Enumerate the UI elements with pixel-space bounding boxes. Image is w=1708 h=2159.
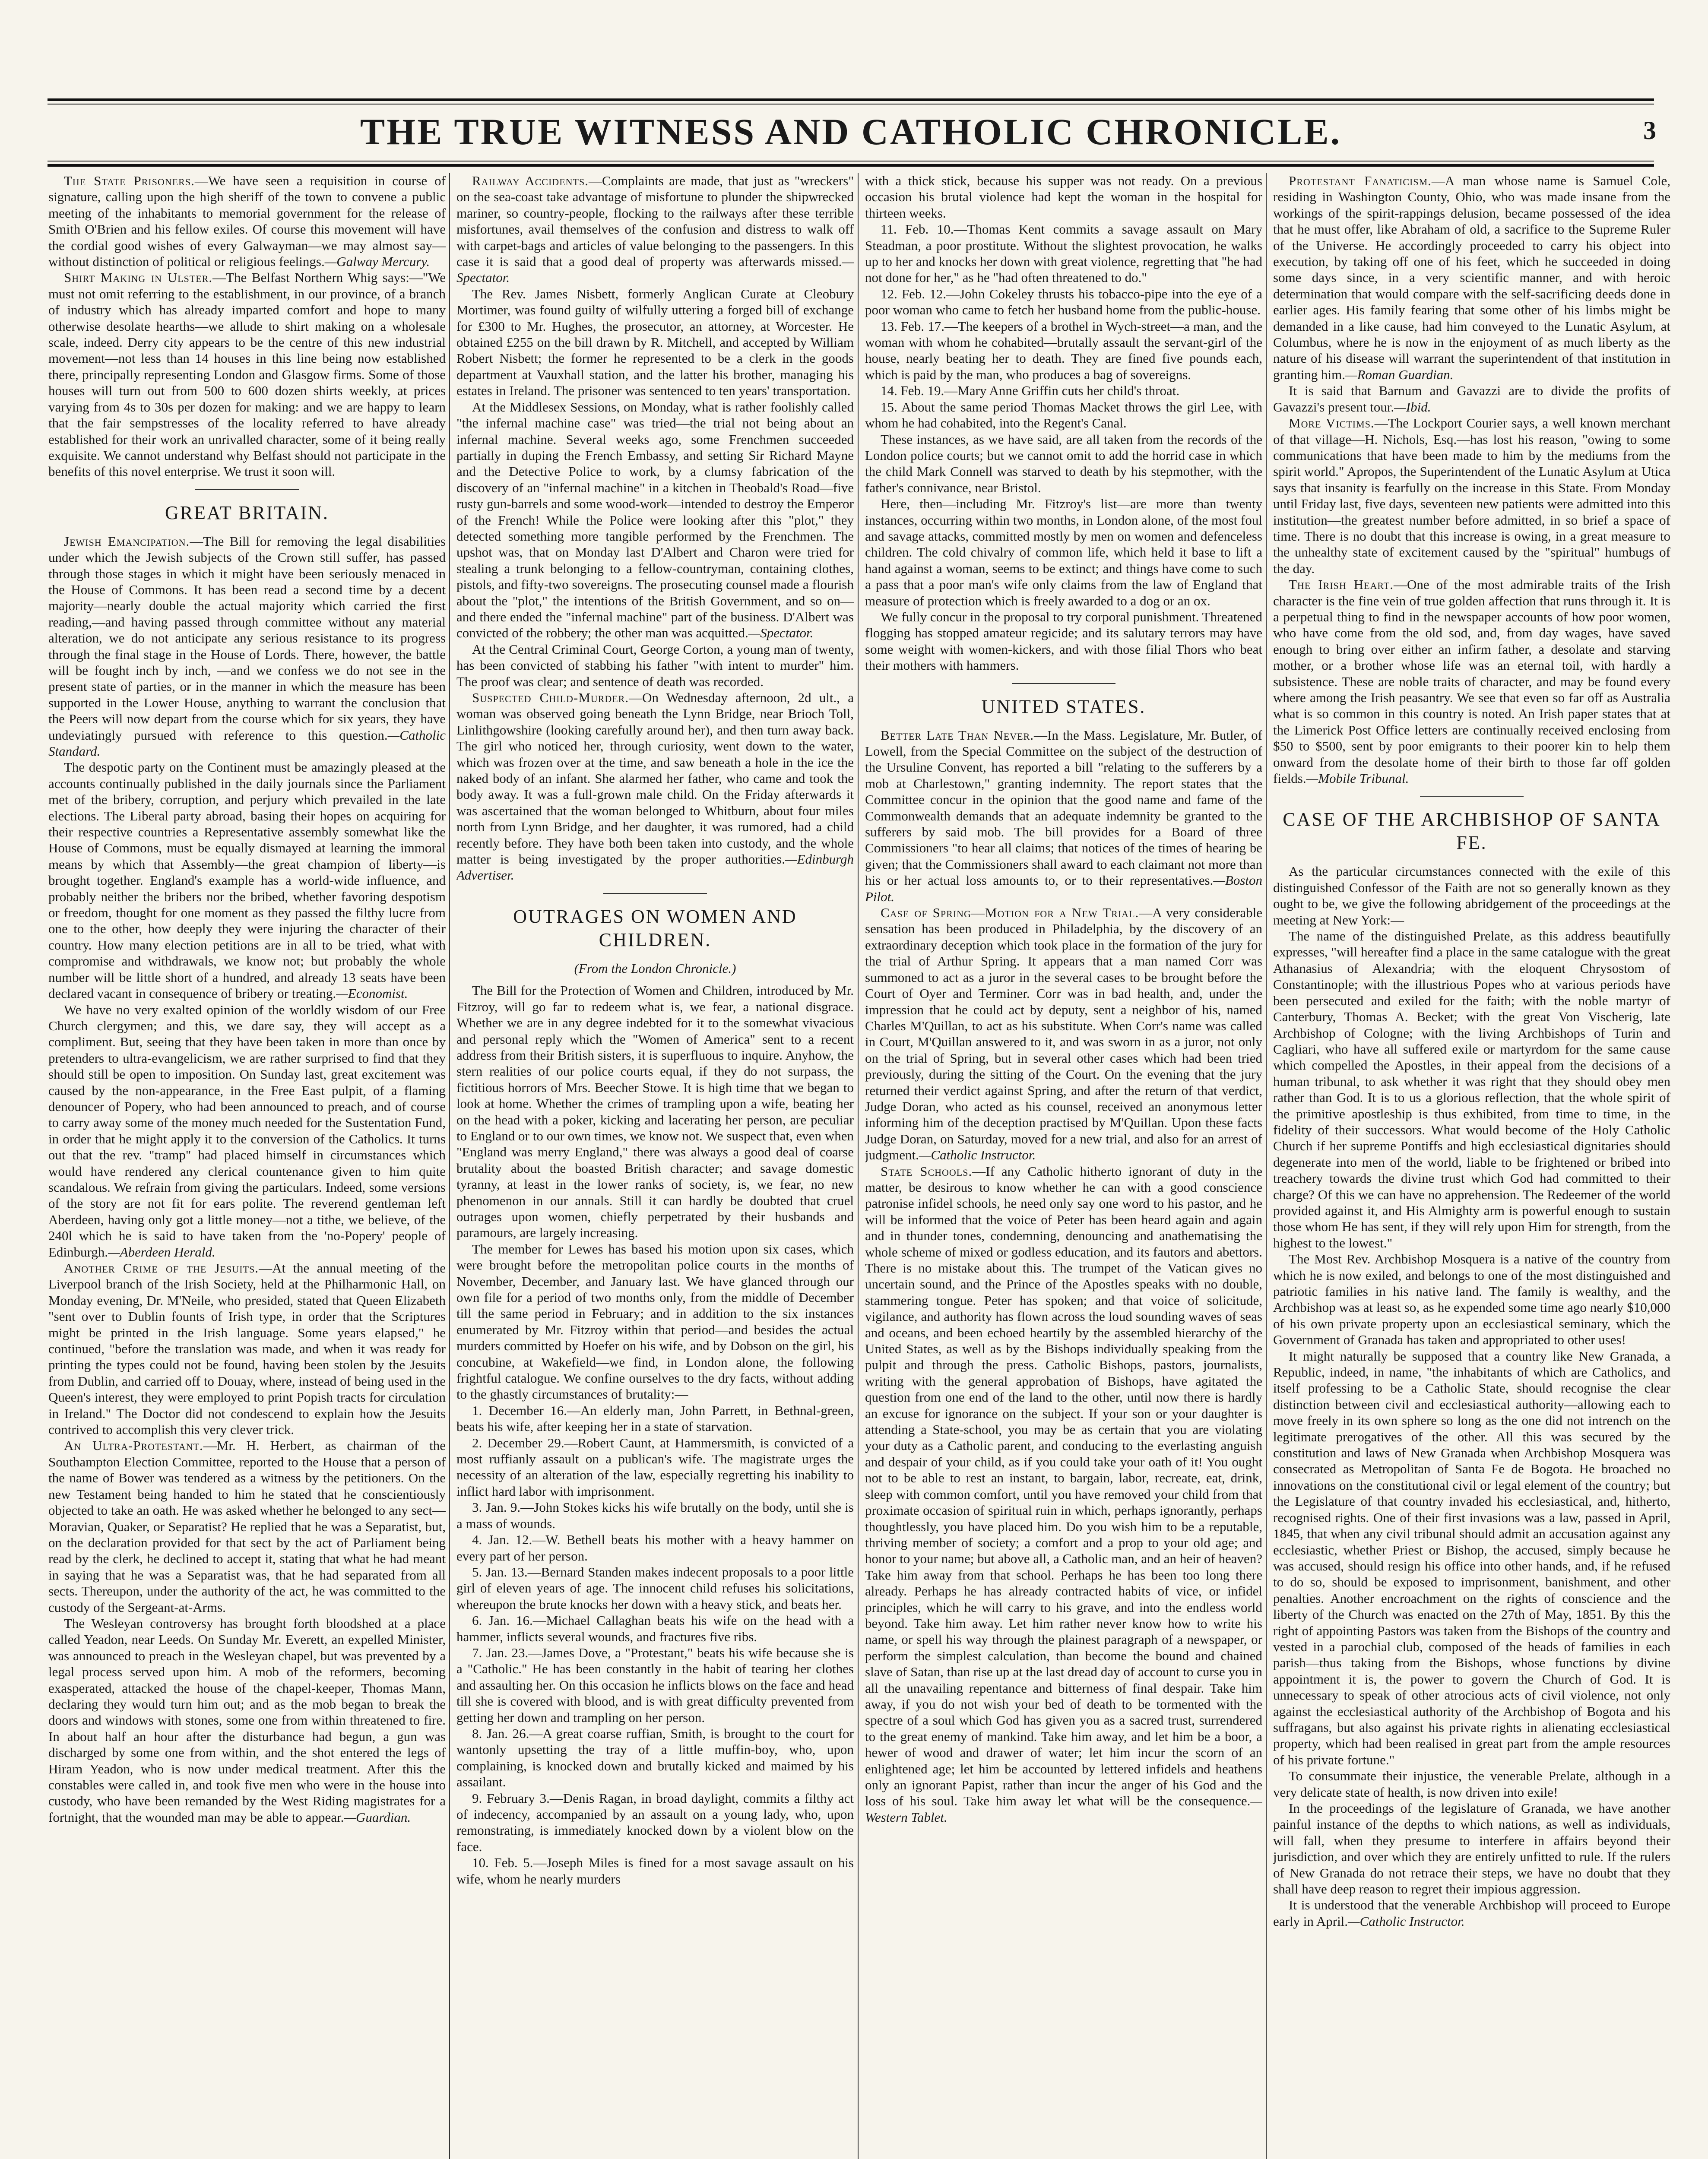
newspaper-title: THE TRUE WITNESS AND CATHOLIC CHRONICLE. bbox=[360, 111, 1342, 152]
paragraph: To consummate their injustice, the venerable Prelate, although in a very delicate state of health, is now driven into exile! bbox=[1273, 1768, 1670, 1800]
paragraph: As the particular circumstances connected with the exile of this distinguished Confessor of the Faith are not so generally known as they ought to be, we give the following abridgement of the proceedings at the meeting at New York:— bbox=[1273, 864, 1670, 928]
list-item: 14. Feb. 19.—Mary Anne Griffin cuts her child's throat. bbox=[881, 383, 1180, 399]
article-protestant-fanaticism: Protestant Fanaticism.—A man whose name is Samuel Cole, residing in Washington County, Ohio, who was made insane from the workings of the spirit-rappings delusion, became possessed of the idea that he must offer, like Abraham of old, a sacrifice to the Supreme Ruler of the Universe. He accordingly proceeded to carry his object into execution, by taking off one of his feet, which he succeeded in doing some days since, in a very scientific manner, and with heroic determination that would compare with the self-sacrificing deeds done in earlier ages. His family fearing that some other of his limbs might be demanded in a like cause, had him conveyed to the Lunatic Asylum, at Columbus, where he is now in the enjoyment of as much liberty as the nature of his disease will warrant the superintendent of that institution in granting him.—Roman Guardian. bbox=[1273, 173, 1670, 382]
article-ultra-protestant: An Ultra-Protestant.—Mr. H. Herbert, as chairman of the Southampton Election Committee, reported to the House that a person of the name of Bower was tendered as a witness by the petitioners. On the new Testament being handed to him he stated that he conscientiously objected to take an oath. He was asked whether he belonged to any sect—Moravian, Quaker, or Separatist? He replied that he was a Separatist, but, on the declaration provided for that sect by the act of Parliament being read by the clerk, he declined to accept it, stating that what he had meant in saying that he was a Separatist was, that he had separated from all sects. Thereupon, under the authority of the act, he was committed to the custody of the Sergeant-at-Arms. bbox=[48, 1438, 446, 1615]
list-item: 2. December 29.—Robert Caunt, at Hammersmith, is convicted of a most ruffianly assault on a publican's wife. The magistrate urges the necessity of an alteration of the law, especially regretting his inability to inflict hard labor with imprisonment. bbox=[456, 1435, 854, 1499]
article-jewish-emancipation: Jewish Emancipation.—The Bill for removing the legal disabilities under which the Jewish subjects of the Crown still suffer, has passed through those stages in which it might have been seriously menaced in the House of Commons. It has been read a second time by a decent majority—nearly double the actual majority which carried the first reading,—and having passed through committee without any material alteration, we do not anticipate any serious resistance to its progress through the final stage in the House of Lords. There, however, the battle will be fought inch by inch, —and we confess we do not see in the present state of parties, or in the manner in which the measure has been supported in the Lower House, anything to warrant the conclusion that the Peers will now depart from the course which for six years, they have undeviatingly pursued with reference to this question.—Catholic Standard. bbox=[48, 533, 446, 759]
article-case-of-spring: Case of Spring—Motion for a New Trial.—A very considerable sensation has been produced in Philadelphia, by the discovery of an extraordinary deception which took place in the formation of the jury for the trial of Arthur Spring. It appears that a man named Corr was summoned to act as a juror in the several cases to be brought before the Court of Oyer and Terminer. Corr was in bad health, and, under the impression that he could act by deputy, sent a neighbor of his, named Charles M'Quillan, to act as his substitute. When Corr's name was called in Court, M'Quillan answered to it, and was sworn in as a juror, not only on the trial of Spring, but in several other cases which had been tried previously, during the sitting of the Court. On the evening that the jury returned their verdict against Spring, and after the return of that verdict, Judge Doran, who acted as his counsel, received an anonymous letter informing him of the deception practised by M'Quillan. Upon these facts Judge Doran, on Saturday, moved for a new trial, and also for an arrest of judgment.—Catholic Instructor. bbox=[865, 905, 1262, 1163]
paragraph: These instances, as we have said, are all taken from the records of the London police courts; but we cannot omit to add the horrid case in which the child Mark Connell was starved to death by his stepmother, with the father's connivance, near Bristol. bbox=[865, 431, 1262, 495]
list-item: 6. Jan. 16.—Michael Callaghan beats his wife on the head with a hammer, inflicts several wounds, and fractures five ribs. bbox=[456, 1613, 854, 1644]
list-item: 5. Jan. 13.—Bernard Standen makes indecent proposals to a poor little girl of eleven years of age. The innocent child refuses his solicitations, whereupon the brute knocks her down with a heavy stick, and beats her. bbox=[456, 1564, 854, 1612]
article-railway-accidents: Railway Accidents.—Complaints are made, that just as "wreckers" on the sea-coast take advantage of misfortune to plunder the shipwrecked mariner, so country-people, flocking to the railways after these terrible misfortunes, avail themselves of the confusion and distress to walk off with carpet-bags and articles of value belonging to the passengers. In this case it is said that a good deal of property was afterwards missed.—Spectator. bbox=[456, 173, 854, 285]
paragraph: The name of the distinguished Prelate, as this address beautifully expresses, "will hereafter find a place in the same catalogue with the great Athanasius of Alexandria; with the eloquent Chrysostom of Constantinople; with the illustrious Popes who at various periods have been persecuted and exiled for the faith; with the noble martyr of Canterbury, Thomas A. Becket; with the great Von Vischerig, late Archbishop of Cologne; with the living Archbishops of Turin and Cagliari, who have all suffered exile or martyrdom for the same cause which compelled the Apostles, in their appeal from the decisions of a human tribunal, to ask whether it was right that they should obey men rather than God. It is to us a glorious reflection, that the whole spirit of the primitive apostleship is thus exhibited, from time to time, in the fidelity of their successors. What would become of the Holy Catholic Church if her supreme Pontiffs and high ecclesiastical dignitaries should degenerate into men of the world, liable to be frightened or bribed into treachery towards the divine trust which God had committed to their charge? Of this we can have no apprehension. The Redeemer of the world provided against it, and His Almighty arm is powerful enough to sustain those whom He has sent, if they will rely upon Him for strength, from the highest to the lowest." bbox=[1273, 928, 1670, 1250]
article-state-prisoners: The State Prisoners.—We have seen a requisition in course of signature, calling upon the high sheriff of the town to convene a public meeting of the inhabitants to memorial government for the release of Smith O'Brien and his fellow exiles. Of course this movement will have the cordial good wishes of every Galwayman—we may almost say—without distinction of political or religious feelings.—Galway Mercury. bbox=[48, 173, 446, 269]
section-heading-archbishop-santa-fe: CASE OF THE ARCHBISHOP OF SANTA FE. bbox=[1283, 809, 1661, 854]
column-divider bbox=[449, 173, 450, 2159]
list-item: 10. Feb. 5.—Joseph Miles is fined for a most savage assault on his wife, whom he nearly murders bbox=[456, 1855, 854, 1887]
list-item: 15. About the same period Thomas Macket throws the girl Lee, with whom he had cohabited, into the Regent's Canal. bbox=[865, 399, 1262, 431]
column-2 bbox=[456, 173, 854, 2159]
paragraph: We fully concur in the proposal to try corporal punishment. Threatened flogging has stopped amateur regicide; and its salutary terrors may have some weight with women-kickers, and with those filial Thors who beat their mothers with hammers. bbox=[865, 609, 1262, 673]
section-rule bbox=[1012, 683, 1115, 684]
list-item: 13. Feb. 17.—The keepers of a brothel in Wych-street—a man, and the woman with whom he cohabited—brutally assault the servant-girl of the house, nearly beating her to death. They are fined five pounds each, which is paid by the man, who produces a bag of sovereigns. bbox=[865, 318, 1262, 382]
section-source-line: (From the London Chronicle.) bbox=[574, 960, 736, 976]
list-item: 1. December 16.—An elderly man, John Parrett, in Bethnal-green, beats his wife, after keeping her in a state of starvation. bbox=[456, 1402, 854, 1434]
page-number: 3 bbox=[1643, 116, 1656, 145]
article-irish-heart: The Irish Heart.—One of the most admirable traits of the Irish character is the fine vein of true golden affection that runs through it. It is a perpetual thing to find in the newspaper accounts of how poor women, who have come from the old sod, and, from day wages, have saved enough to bring over either an infirm father, a desolate and starving mother, or a brother whose life was an eternal toil, with hardly a subsistence. These are noble traits of character, and may be found every where among the Irish peasantry. We see that even so far off as Australia what is so common in this country is noted. An Irish paper states that at the Limerick Post Office letters are continually received enclosing from $50 to $500, sent by poor emigrants to their poorer kin to help them onward from the desolate home of their birth to those far off golden fields.—Mobile Tribunal. bbox=[1273, 577, 1670, 786]
section-heading-great-britain: GREAT BRITAIN. bbox=[165, 502, 329, 523]
list-item: 3. Jan. 9.—John Stokes kicks his wife brutally on the body, until she is a mass of wounds. bbox=[456, 1500, 854, 1531]
paragraph: with a thick stick, because his supper was not ready. On a previous occasion his brutal violence had kept the woman in the hospital for thirteen weeks. bbox=[865, 173, 1262, 221]
article-crime-of-jesuits: Another Crime of the Jesuits.—At the annual meeting of the Liverpool branch of the Irish Society, held at the Philharmonic Hall, on Monday evening, Dr. M'Neile, who presided, stated that Queen Elizabeth "sent over to Dublin founts of Irish type, in order that the Scriptures might be printed in the Irish language. Some years elapsed," he continued, "before the translation was made, and when it was ready for printing the types could not be found, having been stolen by the Jesuits from Dublin, and carried off to Douay, where, instead of being used in the Queen's interest, they were employed to print Popish tracts for circulation in Ireland." The Doctor did not condescend to explain how the Jesuits contrived to accomplish this very clever trick. bbox=[48, 1260, 446, 1437]
paragraph: Here, then—including Mr. Fitzroy's list—are more than twenty instances, occurring within two months, in London alone, of the most foul and savage attacks, committed mostly by men on women and defenceless children. The cold chivalry of common life, which held it base to lift a hand against a woman, seems to be extinct; and things have come to such a pass that a poor man's wife only claims from the law of England that measure of protection which is freely awarded to a dog or an ox. bbox=[865, 496, 1262, 608]
paragraph: The Most Rev. Archbishop Mosquera is a native of the country from which he is now exiled, and belongs to one of the most distinguished and patriotic families in his native land. The family is wealthy, and the Archbishop was at least so, as he expended some time ago nearly $10,000 of his own private property upon an ecclesiastical seminary, which the Government of Granada has taken and appropriated to other uses! bbox=[1273, 1251, 1670, 1348]
section-rule bbox=[1420, 796, 1524, 797]
article-wesleyan-controversy: The Wesleyan controversy has brought forth bloodshed at a place called Yeadon, near Leeds. On Sunday Mr. Everett, an expelled Minister, was announced to preach in the Wesleyan chapel, but was prevented by a legal process served upon him. A mob of the reformers, becoming exasperated, attacked the house of the chapel-keeper, Thomas Mann, declaring they would turn him out; and as the mob began to break the doors and windows with stones, some one from within threatened to fire. In about half an hour after the disturbance had begun, a gun was discharged by some one from within, and the shot entered the legs of Hiram Yeadon, who is now under medical treatment. After this the constables were called in, and took five men who were in the house into custody, who have been remanded by the West Riding magistrates for a fortnight, that the wounded man may be able to appear.—Guardian. bbox=[48, 1615, 446, 1825]
article-shirt-making: Shirt Making in Ulster.—The Belfast Northern Whig says:—"We must not omit referring to the establishment, in our province, of a branch of industry which has already imparted comfort and hope to many otherwise desolate hearths—we allude to shirt making on a wholesale scale, indeed. Derry city appears to be the centre of this new industrial movement—not less than 14 houses in this line being now established there, principally representing London and Glasgow firms. Some of those houses will turn out from 500 to 600 dozen shirts weekly, at prices varying from 4s to 30s per dozen for making: and we are happy to learn that the fair sempstresses of the locality referred to have already established for their work an unrivalled character, some of it being really exquisite. We cannot understand why Belfast should not participate in the benefits of this novel enterprise. We trust it soon will. bbox=[48, 270, 446, 479]
paragraph: It might naturally be supposed that a country like New Granada, a Republic, indeed, in name, "the inhabitants of which are Catholics, and itself professing to be a Catholic State, should recognise the clear distinction between civil and ecclesiastical authority—allowing each to move freely in its own sphere so long as the one did not intrench on the legitimate prerogatives of the other. All this was secured by the constitution and laws of New Granada when Archbishop Mosquera was consecrated as Metropolitan of Santa Fe de Bogota. He broached no innovations on the constitutional civil or legal element of the country; but the Legislature of that country invaded his ecclesiastical, and, hitherto, recognised rights. One of their first invasions was a law, passed in April, 1845, that when any civil tribunal should admit an accusation against any ecclesiastic, whether Priest or Bishop, the accused, simply because he was accused, should resign his office into other hands, and, if he refused to do so, should be exposed to imprisonment, banishment, and other penalties. Another encroachment on the rights of conscience and the liberty of the Church was enacted on the 27th of May, 1851. By this the right of appointing Pastors was taken from the Bishops of the country and vested in a parochial club, composed of the heads of families in each parish—thus taking from the Bishops, whose functions by divine appointment it is, the power to govern the Church of God. It is unnecessary to speak of other atrocious acts of civil violence, not only against the ecclesiastical authority of the Archbishop of Bogota and his suffragans, but also against his private rights in alienating ecclesiastical property, which had been realised in great part from the ample resources of his private fortune." bbox=[1273, 1348, 1670, 1767]
article-despotic-party: The despotic party on the Continent must be amazingly pleased at the accounts continually published in the daily journals since the Parliament met of the bribery, corruption, and perjury which prevailed in the late elections. The Liberal party abroad, basing their hopes on acquiring for their respective countries a Representative assembly somewhat like the House of Commons, must be equally dismayed at learning the immoral means by which that Assembly—the great champion of liberty—is brought together. England's example has a world-wide influence, and probably neither the bribers nor the bribed, whether favoring despotism or freedom, thought for one moment as they passed the filthy lucre from one to the other, how deeply they were injuring the character of their country. How many election petitions are in all to be tried, what with compromise and withdrawals, we know not; but probably the whole number will be little short of a hundred, and already 13 seats have been declared vacant in consequence of bribery or treating.—Economist. bbox=[48, 760, 446, 1001]
section-heading-united-states: UNITED STATES. bbox=[981, 696, 1146, 717]
column-3 bbox=[865, 173, 1262, 2159]
column-divider bbox=[858, 173, 859, 2159]
column-1 bbox=[48, 173, 446, 2159]
list-item: 12. Feb. 12.—John Cokeley thrusts his tobacco-pipe into the eye of a poor woman who came to fetch her husband home from the public-house. bbox=[865, 286, 1262, 318]
column-4 bbox=[1273, 173, 1670, 2159]
article-infernal-machine: At the Middlesex Sessions, on Monday, what is rather foolishly called "the infernal machine case" was tried—the trial not being about an infernal machine. Several weeks ago, some Frenchmen succeeded partially in duping the French Embassy, and setting Sir Richard Mayne and the Detective Police to work, by a clumsy fabrication of the discovery of an "infernal machine" in a kitchen in Theobald's Road—five rusty gun-barrels and some wood-work—intended to destroy the Emperor of the French! While the Police were looking after this "plot," they detected something more tangible performed by the Frenchmen. The upshot was, that on Monday last D'Albert and Charon were tried for stealing a trunk belonging to a fellow-countryman, containing clothes, pistols, and fifty-two sovereigns. The prosecuting counsel made a flourish about the "plot," the intentions of the British Government, and so on—and there ended the "infernal machine" part of the business. D'Albert was convicted of the robbery; the other man was acquitted.—Spectator. bbox=[456, 399, 854, 641]
column-divider bbox=[1266, 173, 1267, 2159]
section-heading-outrages: OUTRAGES ON WOMEN AND CHILDREN. bbox=[513, 905, 797, 950]
article-closing: It is understood that the venerable Archbishop will proceed to Europe early in April.—Catholic Instructor. bbox=[1273, 1897, 1670, 1929]
article-rev-nisbett: The Rev. James Nisbett, formerly Anglican Curate at Cleobury Mortimer, was found guilty of wilfully uttering a forged bill of exchange for £300 to Mr. Hughes, the prosecutor, an attorney, at Worcester. He obtained £255 on the bill drawn by R. Mitchell, and accepted by William Robert Nisbett; the former he represented to be a clerk in the goods department at Vauxhall station, and the latter his brother, managing his estates in Ireland. The prisoner was sentenced to ten years' transportation. bbox=[456, 286, 854, 399]
paragraph: In the proceedings of the legislature of Granada, we have another painful instance of the depths to which nations, as well as individuals, will fall, when they presume to interfere in affairs beyond their jurisdiction, and over which they are entirely unfitted to rule. If the rulers of New Granada do not retrace their steps, we have no doubt that they shall have deep reason to regret their impious aggression. bbox=[1273, 1801, 1670, 1897]
article-central-criminal-court: At the Central Criminal Court, George Corton, a young man of twenty, has been convicted of stabbing his father "with intent to murder" him. The proof was clear; and sentence of death was recorded. bbox=[456, 641, 854, 689]
section-rule bbox=[195, 489, 299, 490]
masthead-top-rule bbox=[48, 98, 1654, 101]
article-better-late: Better Late Than Never.—In the Mass. Legislature, Mr. Butler, of Lowell, from the Special Committee on the subject of the destruction of the Ursuline Convent, has reported a bill "relating to the sufferers by a mob at Charlestown," granting indemnity. The report states that the Committee concur in the opinion that the good name and fame of the Commonwealth demands that an adequate indemnity be granted to the sufferers by said mob. The bill provides for a Board of three Commissioners "to hear all claims; that notices of the times of hearing be given; that the Commissioners shall award to each claimant not more than his or her actual loss amounts to, or to their representatives.—Boston Pilot. bbox=[865, 727, 1262, 904]
section-rule bbox=[603, 893, 707, 894]
list-item: 4. Jan. 12.—W. Bethell beats his mother with a heavy hammer on every part of her person. bbox=[456, 1532, 854, 1564]
paragraph: The member for Lewes has based his motion upon six cases, which were brought before the metropolitan police courts in the months of November, December, and January last. We have glanced through our own file for a period of two months only, from the middle of December till the same period in February; and in addition to the six instances enumerated by Mr. Fitzroy within that period—and besides the actual murders committed by Hoefer on his wife, and by Dobson on the girl, his concubine, at Wakefield—we find, in London alone, the following frightful catalogue. We confine ourselves to the dry facts, without adding to the ghastly circumstances of brutality:— bbox=[456, 1241, 854, 1402]
article-barnum-gavazzi: It is said that Barnum and Gavazzi are to divide the profits of Gavazzi's present tour.—Ibid. bbox=[1273, 383, 1670, 415]
list-item: 7. Jan. 23.—James Dove, a "Protestant," beats his wife because she is a "Catholic." He has been constantly in the habit of tearing her clothes and assaulting her. On this occasion he inflicts blows on the face and head till she is covered with blood, and is with great difficulty prevented from getting her down and trampling on her person. bbox=[456, 1645, 854, 1725]
list-item: 11. Feb. 10.—Thomas Kent commits a savage assault on Mary Steadman, a poor prostitute. Without the slightest provocation, he walks up to her and knocks her down with great violence, regretting that "he had not done for her," as he "had often threatened to do." bbox=[865, 222, 1262, 285]
list-item: 8. Jan. 26.—A great coarse ruffian, Smith, is brought to the court for wantonly upsetting the tray of a little muffin-boy, who, upon complaining, is knocked down and brutally kicked and maimed by his assailant. bbox=[456, 1725, 854, 1790]
paragraph: The Bill for the Protection of Women and Children, introduced by Mr. Fitzroy, will go far to redeem what is, we fear, a national disgrace. Whether we are in any degree indebted for it to the somewhat vivacious and personal reply which the "Women of America" sent to a recent address from their British sisters, it is superfluous to inquire. Anyhow, the stern realities of our police courts equal, if they do not surpass, the fictitious horrors of Mrs. Beecher Stowe. It is high time that we began to look at home. Whether the crimes of trampling upon a wife, beating her on the head with a poker, kicking and lacerating her person, are peculiar to England or to our own times, we know not. We suspect that, even when "England was merry England," there was always a good deal of coarse brutality about the boasted British character; and savage domestic tyranny, at least in the lower ranks of society, is, we fear, no new phenomenon in our annals. Still it can hardly be doubted that cruel outrages upon women, chiefly perpetrated by their husbands and paramours, are largely increasing. bbox=[456, 983, 854, 1241]
article-free-church: We have no very exalted opinion of the worldly wisdom of our Free Church clergymen; and this, we dare say, they will accept as a compliment. But, seeing that they have been taken in more than once by pretenders to ultra-evangelicism, we are rather surprised to find that they should still be open to imposition. On Sunday last, great excitement was caused by the non-appearance, in the Free East pulpit, of a flaming denouncer of Popery, who had been announced to preach, and of course to carry away some of the money much needed for the Sustentation Fund, in order that he might apply it to the conversion of the Catholics. It turns out that the rev. "tramp" had placed himself in circumstances which would have rendered any clerical countenance given to him quite scandalous. We refrain from giving the particulars. Indeed, some versions of the story are not fit for ears polite. The reverend gentleman left Aberdeen, having only got a little money—not a tithe, we believe, of the 240l which he is said to have taken from the 'no-Popery' people of Edinburgh.—Aberdeen Herald. bbox=[48, 1002, 446, 1260]
article-more-victims: More Victims.—The Lockport Courier says, a well known merchant of that village—H. Nichols, Esq.—has lost his reason, "owing to some communications that have been made to him by the mediums from the spirit world." Apropos, the Superintendent of the Lunatic Asylum at Utica says that insanity is fearfully on the increase in this State. From Monday until Friday last, five days, seventeen new patients were admitted into this institution—the greatest number before admitted, in so brief a space of time. There is no doubt that this increase is owing, in a great measure to the unhealthy state of excitement caused by the "spiritual" humbugs of the day. bbox=[1273, 415, 1670, 576]
article-suspected-child-murder: Suspected Child-Murder.—On Wednesday afternoon, 2d ult., a woman was observed going beneath the Lynn Bridge, near Brioch Toll, Linlithgowshire (looking carefully around her), and then turn away back. The girl who noticed her, through curiosity, went down to the water, which was frozen over at the time, and saw beneath a hole in the ice the naked body of an infant. She alarmed her father, who came and took the body away. It was a full-grown male child. On the Friday afterwards it was ascertained that the woman belonged to Whitburn, about four miles north from Lynn Bridge, and her daughter, it was rumored, had a child recently before. They have both been taken into custody, and the whole matter is being investigated by the proper authorities.—Edinburgh Advertiser. bbox=[456, 690, 854, 883]
article-state-schools: State Schools.—If any Catholic hitherto ignorant of duty in the matter, be desirous to know whether he can with a good conscience patronise infidel schools, he need only say one word to his pastor, and he will be informed that the voice of Peter has been heard again and again and in thunder tones, condemning, denouncing and anathematising the whole scheme of mixed or godless education, and its fautors and abettors. There is no mistake about this. The trumpet of the Vatican gives no uncertain sound, and the Prince of the Apostles speaks with no double, stammering tongue. Peter has spoken; and that voice of solicitude, vigilance, and authority has flown across the loud sounding waves of seas and oceans, and been echoed heartily by the assembled hierarchy of the United States, as well as by the Bishops individually speaking from the pulpit and through the press. Catholic Bishops, pastors, journalists, writing with the general approbation of Bishops, have agitated the question from one end of the land to the other, until now there is hardly an excuse for ignorance on the subject. If your son or your daughter is attending a State-school, you may be as certain that you are violating your duty as a Catholic parent, and conducing to the everlasting anguish and despair of your child, as if you could take your oath of it! You ought not to be able to rest an instant, to bargain, labor, recreate, eat, drink, sleep with common comfort, until you have removed your child from that proximate occasion of spiritual ruin in which, perhaps ignorantly, perhaps thoughtlessly, you have placed him. Do you wish him to be a reputable, thriving member of society; a comfort and a prop to your old age; and honor to your name; but above all, a Catholic man, and an heir of heaven? Take him away from that school. Perhaps he has been too long there already. Perhaps he has already contracted habits of vice, or infidel principles, which he will carry to his grave, and into the endless world beyond. Take him away. Let him rather never know how to write his name, or spell his way through the plainest paragraph of a newspaper, or perform the simplest calculation, than become the bound and chained slave of Satan, than rise up at the last dread day of account to curse you in all the unavailing repentance and bitterness of final despair. Take him away, if you do not wish your bed of death to be tormented with the spectre of a soul which God has given you as a sacred trust, surrendered to the great enemy of mankind. Take him away, and let him be a boor, a hewer of wood and drawer of water; let him incur the scorn of an enlightened age; let him be accounted by lettered infidels and heathens only an ignorant Papist, rather than incur the anger of his God and the loss of his soul. Take him away let what will be the consequence.—Western Tablet. bbox=[865, 1163, 1262, 1825]
masthead-bottom-thick-rule bbox=[48, 164, 1654, 167]
list-item: 9. February 3.—Denis Ragan, in broad daylight, commits a filthy act of indecency, accompanied by an assault on a young lady, who, upon remonstrating, is immediately knocked down by a violent blow on the face. bbox=[456, 1790, 854, 1854]
